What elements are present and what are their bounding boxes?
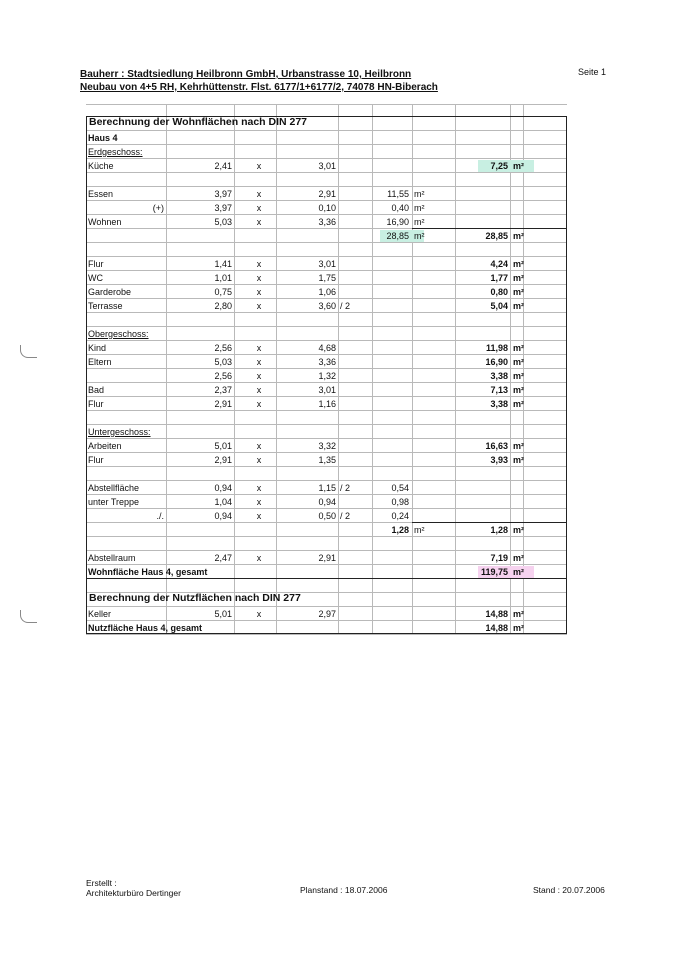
grid-row-line [86, 368, 567, 369]
punch-hole-mark [20, 610, 37, 623]
grid-column-line [510, 104, 511, 634]
dimension-length: 2,91 [214, 455, 232, 465]
area-value: 4,24 [490, 259, 508, 269]
multiply-sign: x [256, 455, 262, 465]
area-value: 14,88 [485, 609, 508, 619]
grid-row-line [86, 452, 567, 453]
area-unit: m² [513, 567, 524, 577]
grid-row-line [86, 438, 567, 439]
subtotal-unit: m² [414, 203, 425, 213]
multiply-sign: x [256, 189, 262, 199]
multiply-sign: x [256, 609, 262, 619]
subtotal-value: 0,98 [391, 497, 409, 507]
grid-row-line [86, 104, 567, 105]
dimension-length: 0,94 [214, 511, 232, 521]
subtotal-unit: m² [414, 525, 425, 535]
area-value: 11,98 [485, 343, 508, 353]
area-value: 7,13 [490, 385, 508, 395]
grid-column-line [372, 104, 373, 634]
grid-row-line [86, 354, 567, 355]
area-unit: m² [513, 287, 524, 297]
area-value: 16,90 [485, 357, 508, 367]
area-unit: m² [513, 455, 524, 465]
grid-row-line [86, 466, 567, 467]
area-value: 5,04 [490, 301, 508, 311]
area-value: 1,77 [490, 273, 508, 283]
subtotal-rule [412, 522, 567, 523]
grid-row-line [86, 172, 567, 173]
area-unit: m² [513, 385, 524, 395]
area-value: 7,19 [490, 553, 508, 563]
divisor: / 2 [340, 511, 351, 521]
dimension-length: 1,41 [214, 259, 232, 269]
total-label: Nutzfläche Haus 4, gesamt [88, 623, 203, 633]
grid-row-line [86, 620, 567, 621]
area-unit: m² [513, 553, 524, 563]
dimension-width: 2,91 [318, 553, 336, 563]
subtotal-value: 11,55 [387, 189, 409, 199]
area-unit: m² [513, 399, 524, 409]
grid-row-line [86, 158, 567, 159]
room-name: Eltern [88, 357, 112, 367]
room-name: Küche [88, 161, 114, 171]
subtotal-value: 0,40 [391, 203, 409, 213]
subtotal-rule [412, 228, 567, 229]
dimension-length: 2,41 [214, 161, 232, 171]
dimension-length: 2,80 [214, 301, 232, 311]
total-label: Wohnfläche Haus 4, gesamt [88, 567, 208, 577]
dimension-length: 5,03 [214, 217, 232, 227]
area-unit: m² [513, 161, 524, 171]
dimension-length: 2,37 [214, 385, 232, 395]
room-name: Flur [88, 259, 104, 269]
area-unit: m² [513, 371, 524, 381]
multiply-sign: x [256, 259, 262, 269]
area-unit: m² [513, 273, 524, 283]
table-border [86, 116, 87, 634]
area-value: 14,88 [485, 623, 508, 633]
grid-row-line [86, 564, 567, 565]
grid-row-line [86, 340, 567, 341]
grid-row-line [86, 200, 567, 201]
dimension-width: 3,01 [318, 385, 336, 395]
area-unit: m² [513, 623, 524, 633]
area-unit: m² [513, 609, 524, 619]
subtotal-value: 1,28 [391, 525, 409, 535]
created-label: Erstellt : [86, 878, 117, 888]
dimension-length: 2,56 [214, 343, 232, 353]
area-unit: m² [513, 343, 524, 353]
room-name: Bad [88, 385, 105, 395]
room-name: Flur [88, 455, 104, 465]
stand-date: Stand : 20.07.2006 [533, 885, 605, 895]
grid-row-line [86, 508, 567, 509]
subtotal-unit: m² [414, 231, 425, 241]
grid-row-line [86, 424, 567, 425]
area-value: 0,80 [490, 287, 508, 297]
multiply-sign: x [256, 217, 262, 227]
row-prefix: (+) [152, 203, 164, 213]
dimension-width: 1,75 [318, 273, 336, 283]
room-name: Garderobe [88, 287, 132, 297]
room-name: Keller [88, 609, 112, 619]
grid-column-line [276, 104, 277, 634]
multiply-sign: x [256, 357, 262, 367]
room-name: Essen [88, 189, 114, 199]
dimension-width: 1,06 [318, 287, 336, 297]
dimension-width: 0,50 [318, 511, 336, 521]
multiply-sign: x [256, 399, 262, 409]
table-border [566, 116, 567, 634]
subtotal-value: 0,24 [391, 511, 409, 521]
divisor: / 2 [340, 483, 351, 493]
header-project: Neubau von 4+5 RH, Kehrhüttenstr. Flst. 6177/1+6177/2, 74078 HN-Biberach [80, 82, 438, 93]
room-name: Terrasse [88, 301, 123, 311]
dimension-width: 0,10 [318, 203, 336, 213]
dimension-length: 5,01 [214, 441, 232, 451]
room-name: unter Treppe [88, 497, 140, 507]
grid-row-line [86, 284, 567, 285]
dimension-width: 3,36 [318, 357, 336, 367]
grid-row-line [86, 396, 567, 397]
dimension-length: 1,04 [214, 497, 232, 507]
area-unit: m² [513, 357, 524, 367]
grid-column-line [412, 104, 413, 634]
multiply-sign: x [256, 497, 262, 507]
grid-column-line [166, 104, 167, 634]
dimension-length: 3,97 [214, 189, 232, 199]
dimension-length: 0,94 [214, 483, 232, 493]
grid-row-line [86, 186, 567, 187]
area-value: 7,25 [490, 161, 508, 171]
area-unit: m² [513, 441, 524, 451]
floor-heading: Obergeschoss: [88, 329, 149, 339]
multiply-sign: x [256, 441, 262, 451]
grid-row-line [86, 130, 567, 131]
dimension-width: 3,36 [318, 217, 336, 227]
dimension-length: 2,47 [214, 553, 232, 563]
area-value: 3,38 [490, 371, 508, 381]
dimension-width: 2,91 [318, 189, 336, 199]
room-name: Kind [88, 343, 107, 353]
grid-row-line [86, 270, 567, 271]
grid-row-line [86, 382, 567, 383]
area-unit: m² [513, 301, 524, 311]
multiply-sign: x [256, 483, 262, 493]
area-unit: m² [513, 231, 524, 241]
floor-heading: Untergeschoss: [88, 427, 151, 437]
grid-row-line [86, 536, 567, 537]
room-name: Arbeiten [88, 441, 122, 451]
grid-row-line [86, 410, 567, 411]
total-rule [86, 578, 567, 579]
header-client: Bauherr : Stadtsiedlung Heilbronn GmbH, Urbanstrasse 10, Heilbronn [80, 69, 412, 80]
multiply-sign: x [256, 385, 262, 395]
dimension-length: 0,75 [214, 287, 232, 297]
grid-row-line [86, 256, 567, 257]
grid-row-line [86, 312, 567, 313]
grid-column-line [338, 104, 339, 634]
grid-row-line [86, 634, 567, 635]
grid-row-line [86, 606, 567, 607]
dimension-width: 1,15 [318, 483, 336, 493]
created-by: Architekturbüro Dertinger [86, 888, 181, 898]
page-number: Seite 1 [578, 67, 607, 77]
grid-row-line [86, 550, 567, 551]
grid-row-line [86, 326, 567, 327]
area-value: 1,28 [490, 525, 508, 535]
room-name: Flur [88, 399, 104, 409]
multiply-sign: x [256, 301, 262, 311]
dimension-width: 0,94 [318, 497, 336, 507]
total-label: Haus 4 [88, 133, 118, 143]
area-value: 28,85 [485, 231, 508, 241]
dimension-width: 1,35 [318, 455, 336, 465]
multiply-sign: x [256, 287, 262, 297]
area-unit: m² [513, 259, 524, 269]
area-value: 119,75 [480, 567, 508, 577]
dimension-length: 1,01 [214, 273, 232, 283]
subtotal-value: 16,90 [386, 217, 409, 227]
dimension-width: 3,32 [318, 441, 336, 451]
grid-row-line [86, 494, 567, 495]
dimension-width: 1,16 [318, 399, 336, 409]
area-value: 3,93 [490, 455, 508, 465]
grid-row-line [86, 480, 567, 481]
area-value: 16,63 [485, 441, 508, 451]
dimension-length: 3,97 [214, 203, 232, 213]
dimension-length: 2,56 [214, 371, 232, 381]
grid-row-line [86, 242, 567, 243]
section-title: Berechnung der Nutzflächen nach DIN 277 [89, 592, 301, 604]
subtotal-value: 0,54 [391, 483, 409, 493]
grid-row-line [86, 214, 567, 215]
section-title: Berechnung der Wohnflächen nach DIN 277 [89, 116, 308, 128]
grid-row-line [86, 144, 567, 145]
multiply-sign: x [256, 273, 262, 283]
dimension-width: 4,68 [318, 343, 336, 353]
multiply-sign: x [256, 203, 262, 213]
multiply-sign: x [256, 553, 262, 563]
area-calculation-table [86, 104, 567, 634]
multiply-sign: x [256, 343, 262, 353]
dimension-length: 5,03 [214, 357, 232, 367]
room-name: Abstellraum [88, 553, 136, 563]
floor-heading: Erdgeschoss: [88, 147, 143, 157]
subtotal-unit: m² [414, 217, 425, 227]
punch-hole-mark [20, 345, 37, 358]
divisor: / 2 [340, 301, 351, 311]
dimension-length: 2,91 [214, 399, 232, 409]
grid-column-line [234, 104, 235, 634]
multiply-sign: x [256, 511, 262, 521]
dimension-width: 3,60 [318, 301, 336, 311]
area-unit: m² [513, 525, 524, 535]
room-name: WC [88, 273, 103, 283]
room-name: Wohnen [88, 217, 122, 227]
dimension-width: 3,01 [318, 259, 336, 269]
dimension-width: 3,01 [318, 161, 336, 171]
plan-date: Planstand : 18.07.2006 [300, 885, 388, 895]
multiply-sign: x [256, 161, 262, 171]
dimension-width: 2,97 [318, 609, 336, 619]
grid-column-line [455, 104, 456, 634]
grid-row-line [86, 298, 567, 299]
multiply-sign: x [256, 371, 262, 381]
dimension-width: 1,32 [318, 371, 336, 381]
subtotal-unit: m² [414, 189, 425, 199]
subtotal-value: 28,85 [386, 231, 409, 241]
room-name: Abstellfläche [88, 483, 140, 493]
area-value: 3,38 [490, 399, 508, 409]
dimension-length: 5,01 [214, 609, 232, 619]
row-prefix: ./. [156, 511, 164, 521]
